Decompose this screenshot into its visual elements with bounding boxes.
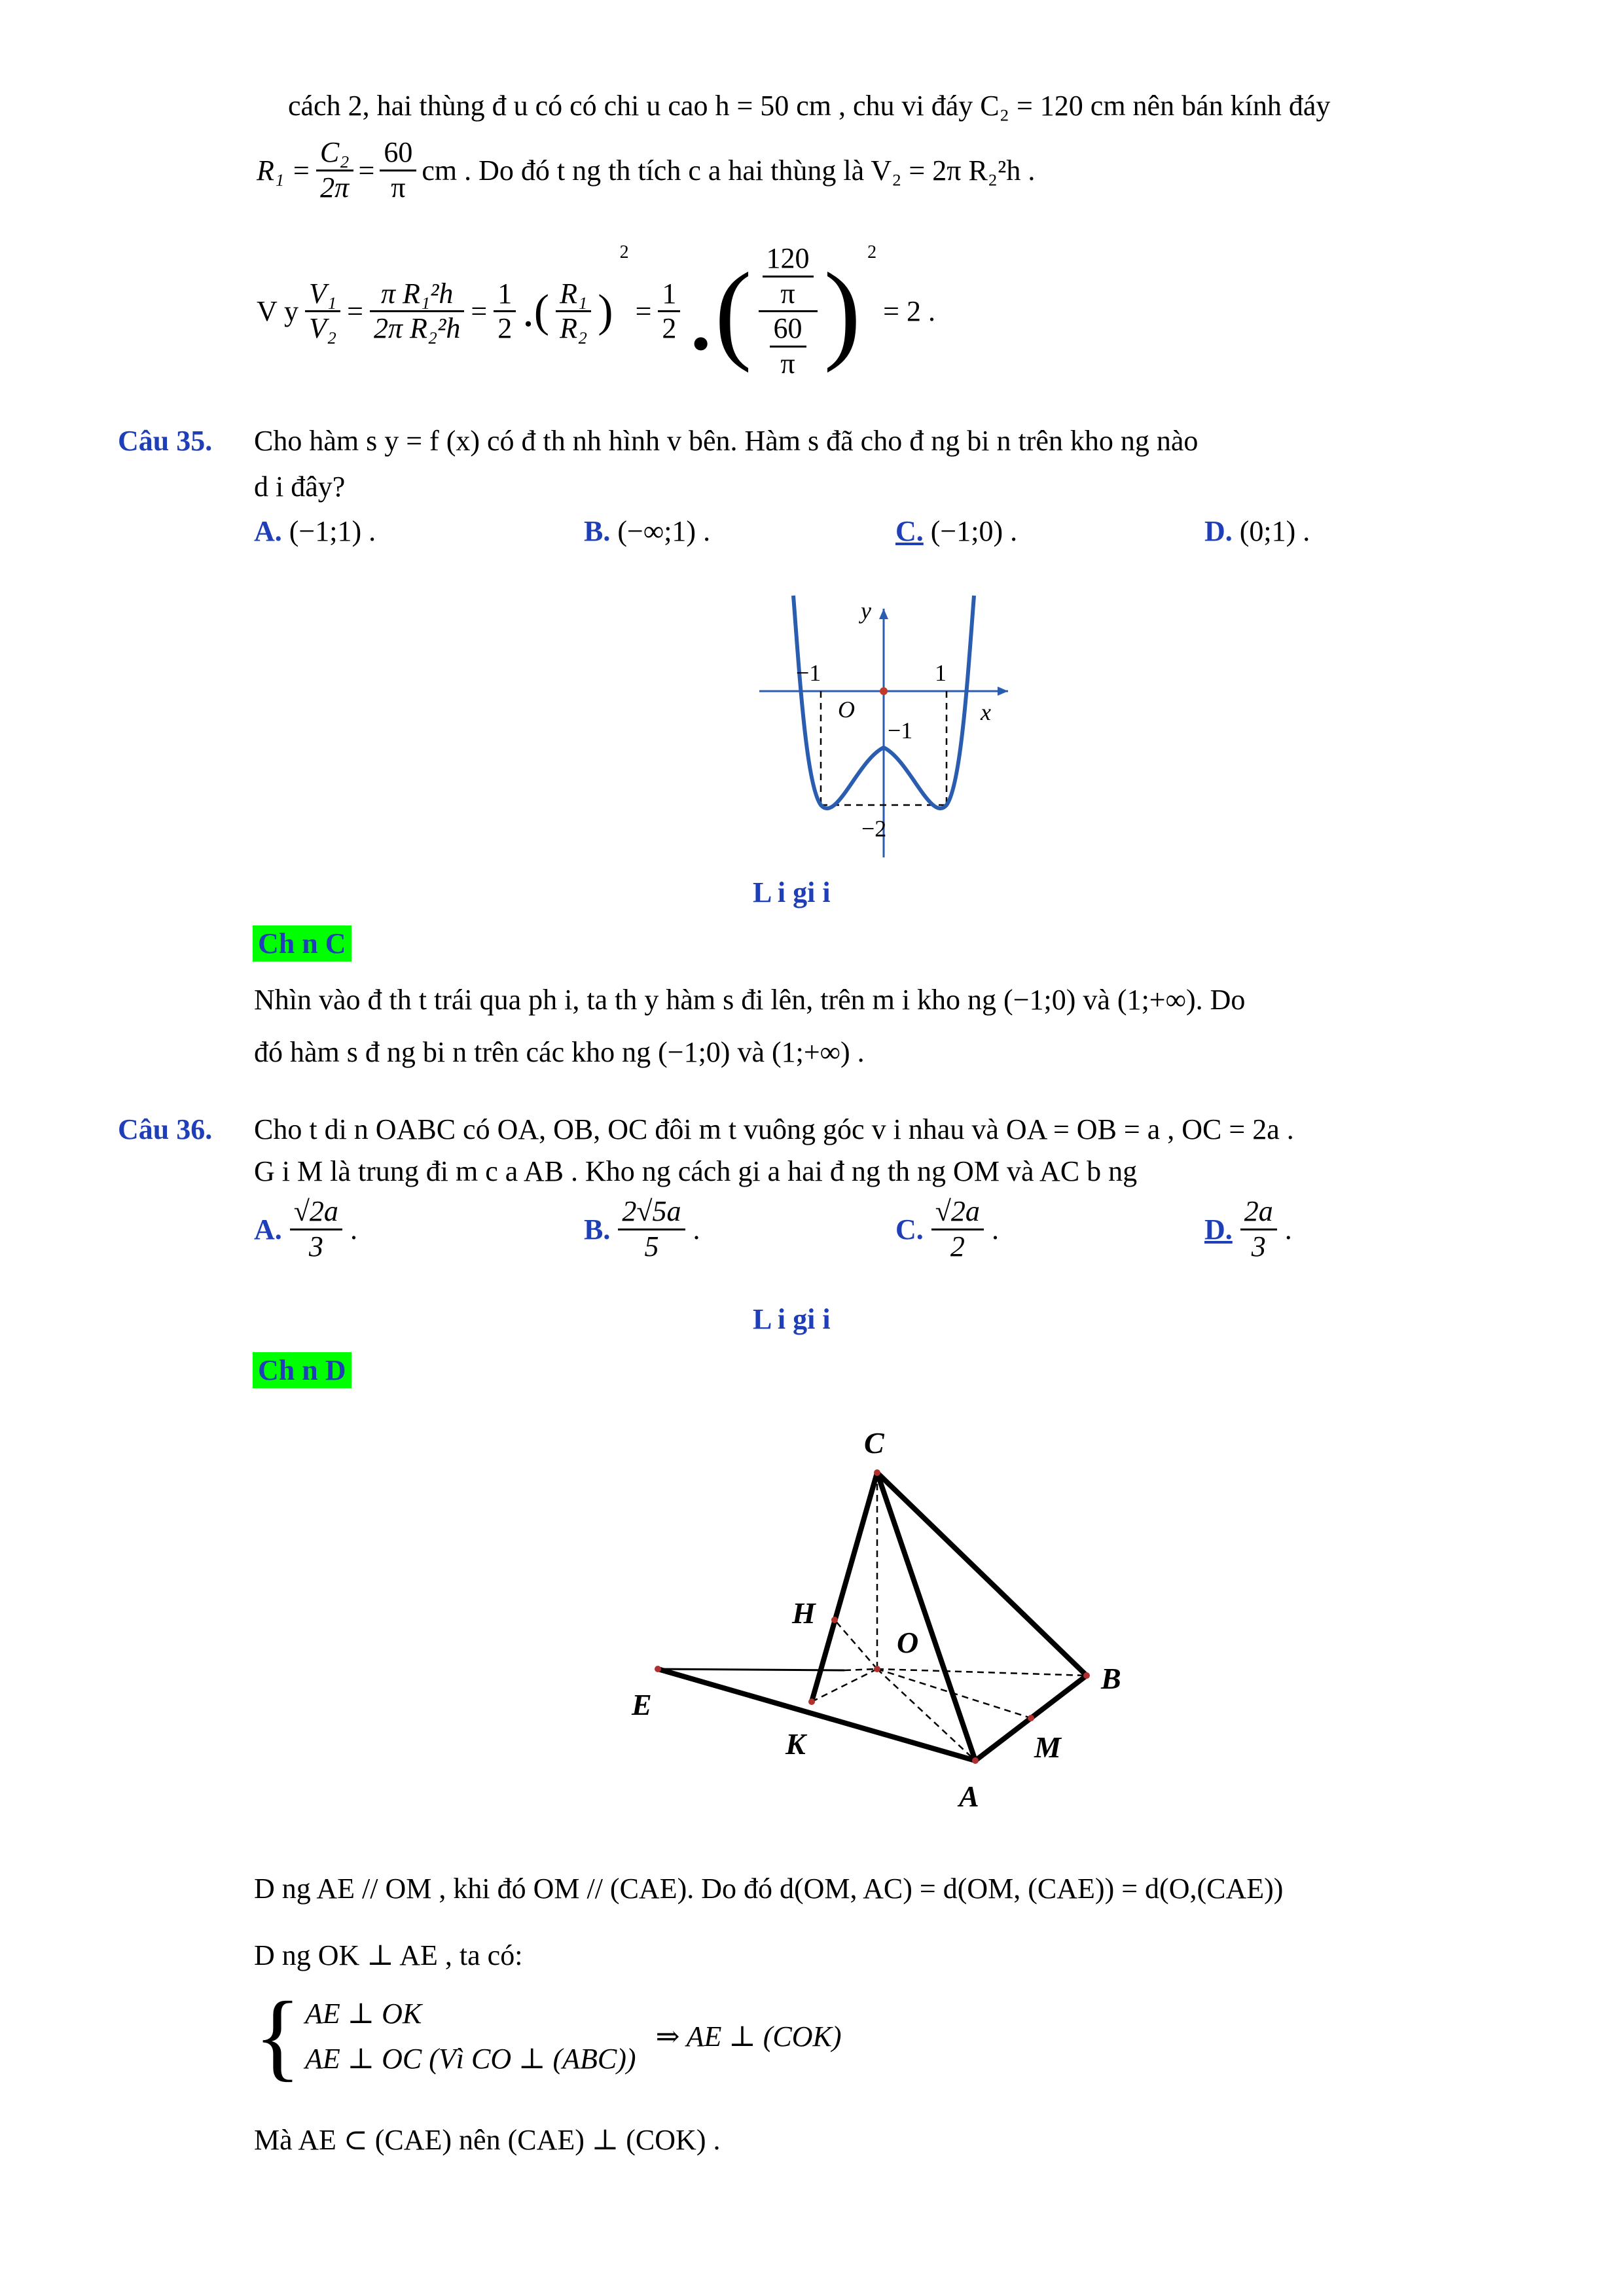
label-h: H xyxy=(792,1596,816,1630)
point-c xyxy=(874,1469,880,1476)
point-b xyxy=(1083,1672,1090,1679)
fraction-r1-r2: $\frac{\text{R₁}}{\text{R₂}}$ xyxy=(556,278,591,346)
label-m: M xyxy=(1034,1731,1061,1764)
question-35-label: Câu 35. xyxy=(118,425,213,457)
question-36-text-1: Cho t di n OABC có OA, OB, OC đôi m t vuông góc v i nhau và OA = OB = a , OC = 2a . xyxy=(254,1113,1294,1145)
q36-option-a[interactable]: A. $\frac{√2a}{3}$ . xyxy=(254,1195,357,1263)
tick-label-neg1-x: −1 xyxy=(796,660,821,686)
q36-step-2: D ng OK ⊥ AE , ta có: xyxy=(254,1939,523,1971)
system-implies: ⇒ AE ⊥ (COK) xyxy=(655,2020,842,2053)
x-axis-arrow xyxy=(998,687,1008,696)
point-h xyxy=(831,1617,838,1623)
intro-line-2: R₁ = $\frac{\text{C₂}}{2\pi}$ = $\frac{60}{\pi}$ cm . Do đó t ng th tích c a hai thùng là V₂ = 2π R₂²h . xyxy=(257,136,1036,204)
question-35-text-2: d i đây? xyxy=(254,471,346,503)
label-b: B xyxy=(1101,1662,1121,1695)
vay-word: V y xyxy=(257,295,298,328)
q36-option-c[interactable]: C. $\frac{√2a}{2}$ . xyxy=(895,1195,999,1263)
q35-option-d[interactable]: D. (0;1) . xyxy=(1204,515,1310,547)
label-a: A xyxy=(959,1780,979,1813)
q35-solution-title: L i gi i xyxy=(753,876,831,908)
q35-solution-line-1: Nhìn vào đ th t trái qua ph i, ta th y hàm s đi lên, trên m i kho ng (−1;0) và (1;+∞). Do xyxy=(254,984,1246,1016)
question-36-label: Câu 36. xyxy=(118,1113,213,1145)
hidden-ob xyxy=(877,1669,1087,1676)
label-e: E xyxy=(632,1688,652,1721)
fraction-60-over-pi: $\frac{60}{\pi}$ xyxy=(380,136,416,204)
intro-line-2-tail: cm . Do đó t ng th tích c a hai thùng là V₂ = 2π R₂²h . xyxy=(422,154,1036,187)
hidden-om xyxy=(877,1669,1031,1718)
q36-option-d[interactable]: D. $\frac{2a}{3}$ . xyxy=(1204,1195,1292,1263)
hidden-eo xyxy=(844,1669,877,1670)
quartic-graph xyxy=(753,589,1015,864)
question-35-text-1: Cho hàm s y = f (x) có đ th nh hình v bên. Hàm s đã cho đ ng bi n trên kho ng nào xyxy=(254,425,1199,457)
edge-eo xyxy=(658,1669,844,1670)
ratio-result: = 2 . xyxy=(883,295,935,328)
point-a xyxy=(972,1757,979,1764)
point-k xyxy=(808,1698,815,1705)
system-line-1: AE ⊥ OK xyxy=(305,1998,422,2030)
edge-ca xyxy=(877,1473,975,1761)
label-k: K xyxy=(785,1727,806,1761)
tick-label-pos1-x: 1 xyxy=(935,660,947,686)
q36-step-1: D ng AE // OM , khi đó OM // (CAE). Do đó d(OM, AC) = d(OM, (CAE)) = d(O,(CAE)) xyxy=(254,1873,1284,1905)
q36-answer-badge: Ch n D xyxy=(253,1352,352,1388)
intro-line-3: V y $\frac{\text{V₁}}{\text{V₂}}$ = $\frac{\text{π R₁²h}}{\text{2π R₂²h}}$ = $\frac{1}{2}$ .( $\frac{\text{R₁}}{\text{R₂}}$ ) 2 = $\frac{1}{2}$ .( $\frac{\frac{120}{\pi}}{\frac{60}{\pi}}$ ) $^2$ = 2 . xyxy=(257,242,935,380)
x-axis-label: x xyxy=(981,699,991,725)
y-axis-label: y xyxy=(861,598,871,624)
q36-step-3: Mà AE ⊂ (CAE) nên (CAE) ⊥ (COK) . xyxy=(254,2124,721,2156)
point-m xyxy=(1028,1715,1034,1721)
fraction-half-a: $\frac{1}{2}$ xyxy=(494,278,516,346)
tetrahedron-figure xyxy=(628,1427,1152,1820)
q35-option-c[interactable]: C. (−1;0) . xyxy=(895,515,1018,547)
fraction-nested: $\frac{\frac{120}{\pi}}{\frac{60}{\pi}}$ xyxy=(759,242,818,380)
q35-answer-badge: Ch n C xyxy=(253,925,352,961)
point-o xyxy=(874,1666,880,1672)
intro-line-1: cách 2, hai thùng đ u có có chi u cao h = 50 cm , chu vi đáy C₂ = 120 cm nên bán kính đáy xyxy=(288,90,1331,122)
origin-label: O xyxy=(838,696,855,723)
q36-solution-title: L i gi i xyxy=(753,1303,831,1335)
hidden-oh xyxy=(835,1620,877,1669)
y-axis-arrow xyxy=(879,609,888,619)
q35-option-b[interactable]: B. (−∞;1) . xyxy=(584,515,711,547)
q35-option-a[interactable]: A. (−1;1) . xyxy=(254,515,376,547)
tick-label-neg2-y: −2 xyxy=(861,816,887,842)
q36-system xyxy=(254,1982,842,2090)
label-o: O xyxy=(897,1626,919,1659)
fraction-v1-v2: $\frac{\text{V₁}}{\text{V₂}}$ xyxy=(305,278,340,346)
q35-solution-line-2: đó hàm s đ ng bi n trên các kho ng (−1;0) và (1;+∞) . xyxy=(254,1036,865,1068)
label-c: C xyxy=(864,1427,884,1460)
tick-label-neg1-y: −1 xyxy=(888,717,913,744)
edge-ck xyxy=(812,1473,877,1702)
point-e xyxy=(655,1666,661,1672)
fraction-volume-ratio: $\frac{\text{π R₁²h}}{\text{2π R₂²h}}$ xyxy=(370,278,464,346)
r1-label: R₁ = xyxy=(257,154,311,187)
origin-point xyxy=(880,687,888,695)
fraction-c2-over-2pi: $\frac{\text{C₂}}{2\pi}$ xyxy=(316,136,353,204)
system-brace: { xyxy=(254,1982,301,2090)
system-line-2: AE ⊥ OC (Vì CO ⊥ (ABC)) xyxy=(305,2043,636,2075)
q36-option-b[interactable]: B. $\frac{2√5a}{5}$ . xyxy=(584,1195,700,1263)
fraction-half-b: $\frac{1}{2}$ xyxy=(658,278,680,346)
question-36-text-2: G i M là trung đi m c a AB . Kho ng cách gi a hai đ ng th ng OM và AC b ng xyxy=(254,1155,1138,1187)
